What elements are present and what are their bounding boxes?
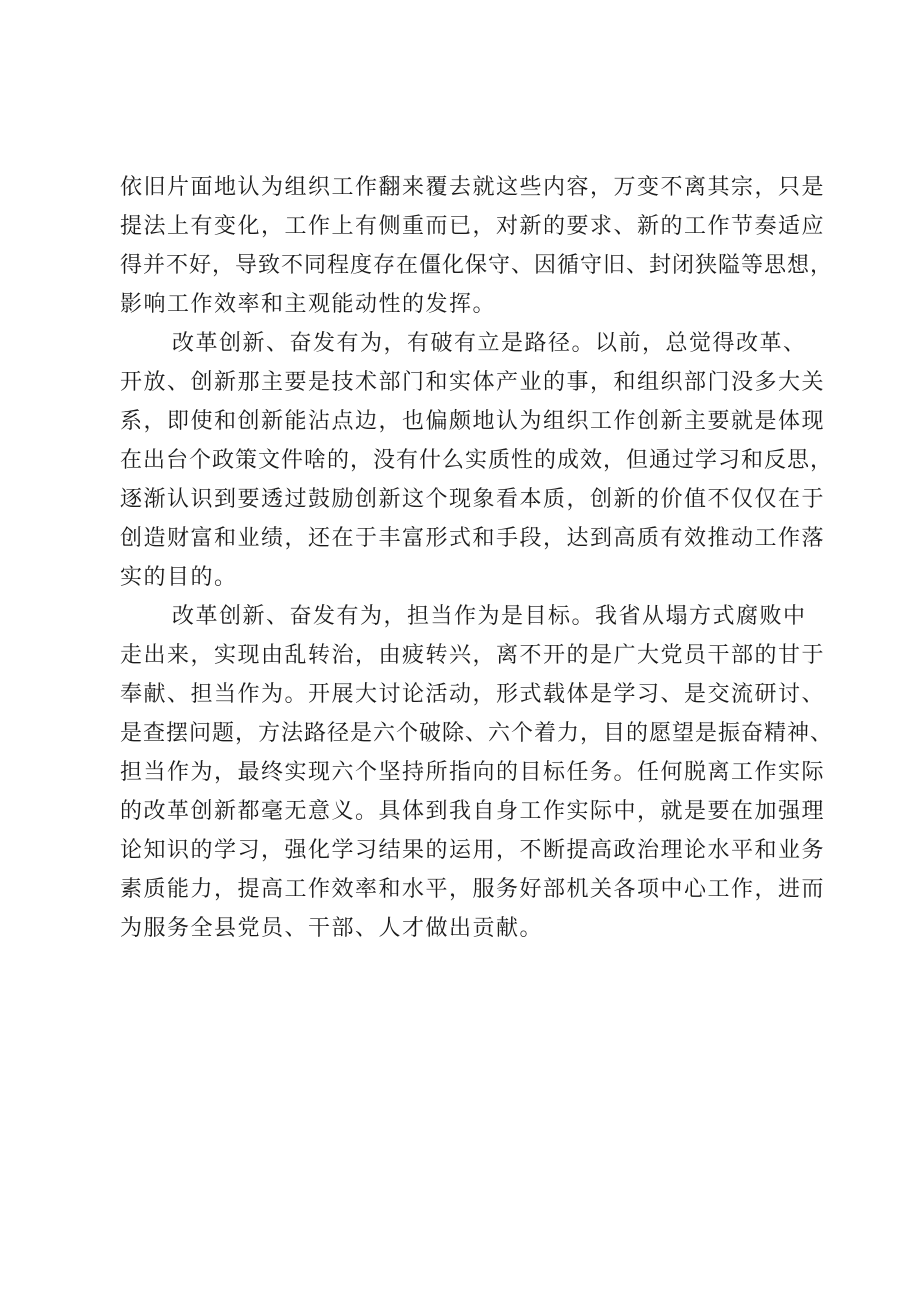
document-body xyxy=(120,168,840,948)
paragraph-line: 改革创新、奋发有为，担当作为是目标。我省从塌方式腐败中 xyxy=(172,604,807,629)
paragraph-line: 改革创新、奋发有为，有破有立是路径。以前，总觉得改革、 xyxy=(172,331,807,356)
paragraph-line: 逐渐认识到要透过鼓励创新这个现象看本质，创新的价值不仅仅在于 xyxy=(120,487,826,512)
paragraph-line: 系，即使和创新能沾点边，也偏颇地认为组织工作创新主要就是体现 xyxy=(120,409,826,434)
paragraph-line: 走出来，实现由乱转治，由疲转兴，离不开的是广大党员干部的甘于 xyxy=(120,643,826,668)
paragraph-line: 是查摆问题，方法路径是六个破除、六个着力，目的愿望是振奋精神、 xyxy=(120,721,834,746)
paragraph-line: 提法上有变化，工作上有侧重而已，对新的要求、新的工作节奏适应 xyxy=(120,214,826,239)
paragraph-line: 得并不好，导致不同程度存在僵化保守、因循守旧、封闭狭隘等思想， xyxy=(120,253,834,278)
paragraph-line: 依旧片面地认为组织工作翻来覆去就这些内容，万变不离其宗，只是 xyxy=(120,175,826,200)
paragraph-line: 的改革创新都毫无意义。具体到我自身工作实际中，就是要在加强理 xyxy=(120,799,826,824)
paragraph-line: 在出台个政策文件啥的，没有什么实质性的成效，但通过学习和反思， xyxy=(120,448,834,473)
paragraph-2 xyxy=(120,324,840,597)
paragraph-line: 论知识的学习，强化学习结果的运用，不断提高政治理论水平和业务 xyxy=(120,838,826,863)
paragraph-line: 奉献、担当作为。开展大讨论活动，形式载体是学习、是交流研讨、 xyxy=(120,682,826,707)
paragraph-1 xyxy=(120,168,840,324)
paragraph-line: 影响工作效率和主观能动性的发挥。 xyxy=(120,292,497,317)
paragraph-line: 创造财富和业绩，还在于丰富形式和手段，达到高质有效推动工作落 xyxy=(120,526,826,551)
paragraph-line: 实的目的。 xyxy=(120,565,238,590)
paragraph-line: 开放、创新那主要是技术部门和实体产业的事，和组织部门没多大关 xyxy=(120,370,826,395)
paragraph-3 xyxy=(120,597,840,948)
paragraph-line: 为服务全县党员、干部、人才做出贡献。 xyxy=(120,916,544,941)
paragraph-line: 素质能力，提高工作效率和水平，服务好部机关各项中心工作，进而 xyxy=(120,877,826,902)
paragraph-line: 担当作为，最终实现六个坚持所指向的目标任务。任何脱离工作实际 xyxy=(120,760,826,785)
